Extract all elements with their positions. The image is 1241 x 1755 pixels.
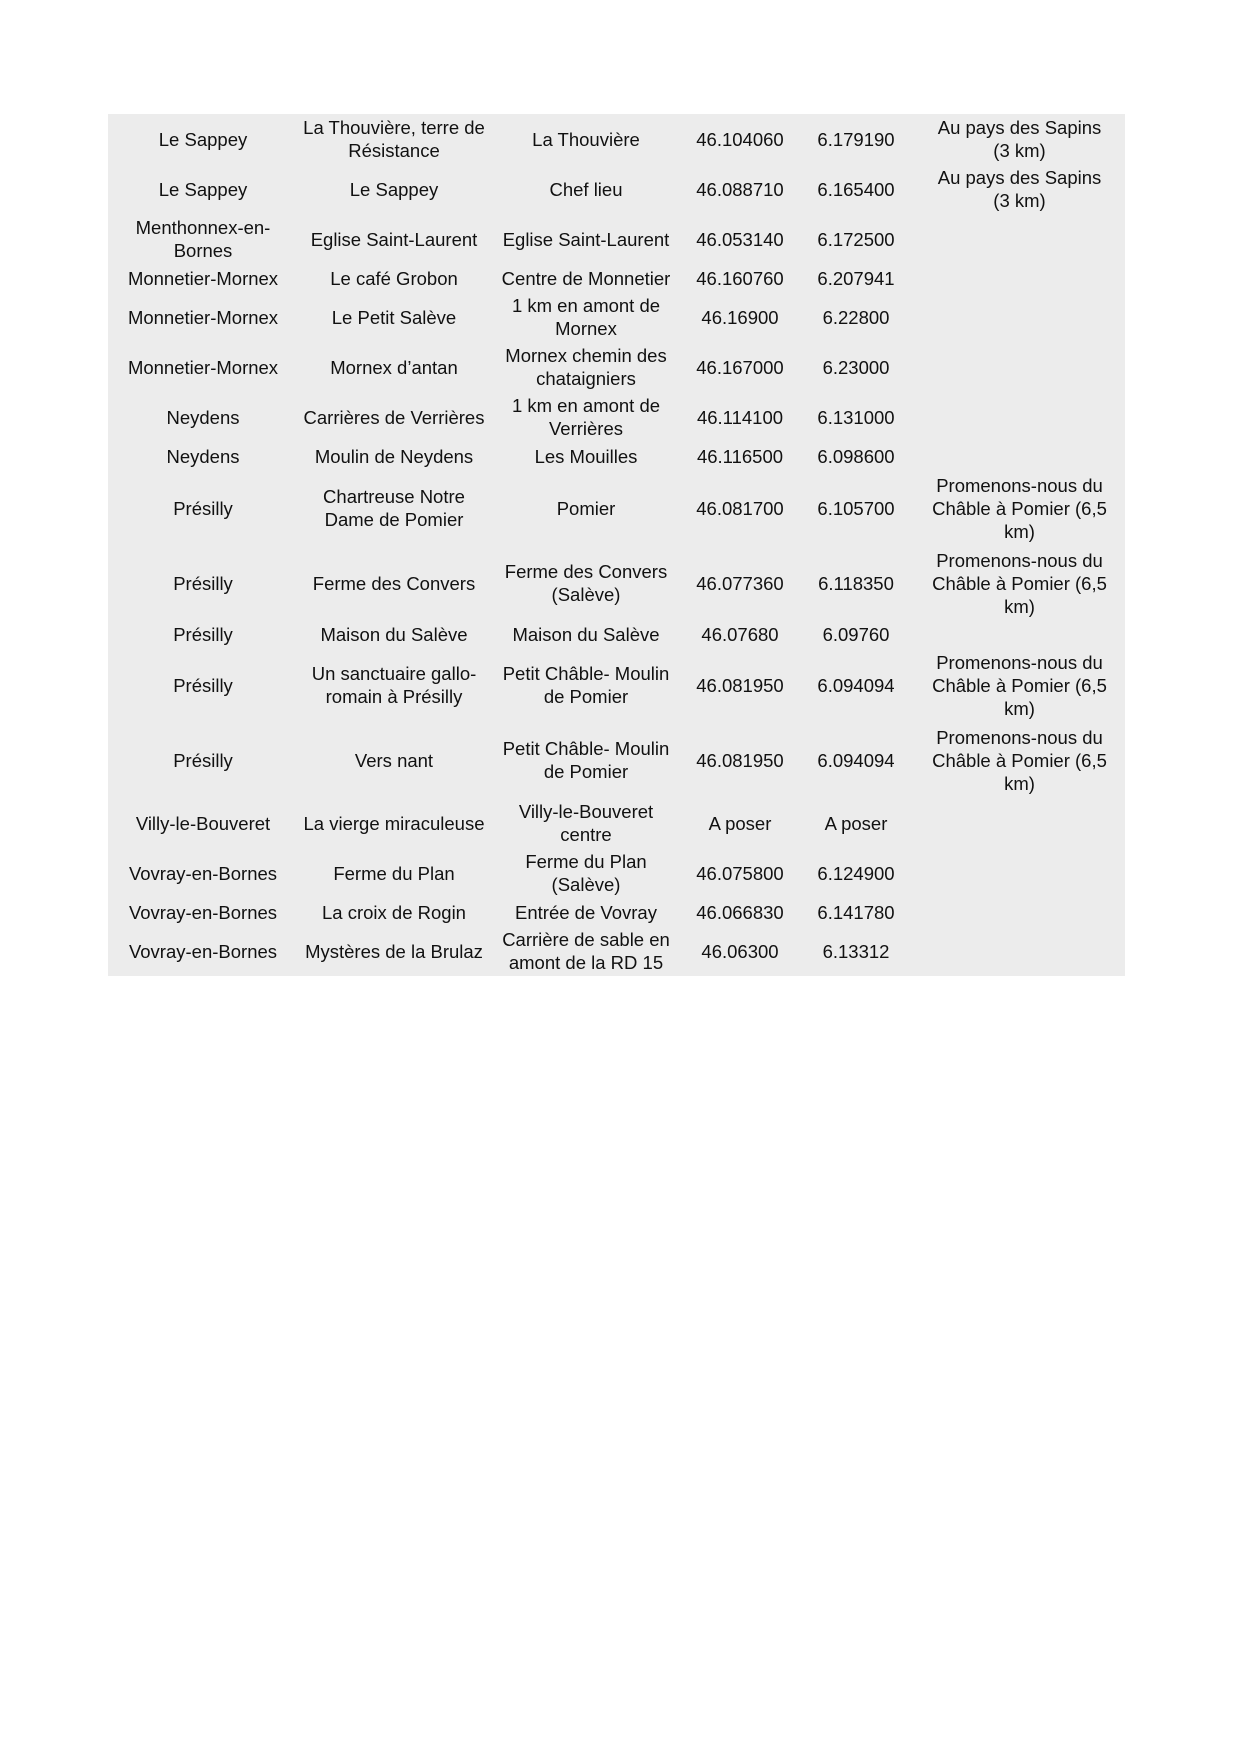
walk-cell xyxy=(914,926,1125,976)
latitude-cell: 46.07680 xyxy=(701,623,779,645)
commune-cell: Monnetier-Mornex xyxy=(127,356,279,378)
commune-cell: Vovray-en-Bornes xyxy=(128,901,278,923)
commune-cell: Menthonnex-en-Bornes xyxy=(135,217,271,261)
table-row xyxy=(108,898,1125,926)
table-row xyxy=(108,722,1125,798)
latitude-cell: A poser xyxy=(708,812,772,834)
longitude-cell: 6.23000 xyxy=(822,356,890,378)
longitude-cell: 6.118350 xyxy=(818,572,894,594)
walk-cell xyxy=(914,342,1125,392)
table-row xyxy=(108,546,1125,620)
latitude-cell: 46.06300 xyxy=(701,940,779,962)
walk-cell: Promenons-nous du Châble à Pomier (6,5 km) xyxy=(932,651,1107,719)
walk-cell: Promenons-nous du Châble à Pomier (6,5 km) xyxy=(932,726,1107,794)
title-cell: Maison du Salève xyxy=(320,623,468,645)
walk-cell xyxy=(914,442,1125,470)
latitude-cell: 46.075800 xyxy=(696,862,784,884)
title-cell: Vers nant xyxy=(354,749,434,771)
location-cell: Centre de Monnetier xyxy=(501,267,671,289)
title-cell: Chartreuse Notre Dame de Pomier xyxy=(323,486,465,530)
commune-cell: Présilly xyxy=(173,674,233,696)
table-row xyxy=(108,798,1125,848)
latitude-cell: 46.160760 xyxy=(696,267,784,289)
data-table xyxy=(108,114,1125,976)
longitude-cell: 6.165400 xyxy=(817,178,895,200)
walk-cell xyxy=(914,264,1125,292)
commune-cell: Villy-le-Bouveret xyxy=(135,812,271,834)
walk-cell: Au pays des Sapins (3 km) xyxy=(937,167,1102,211)
title-cell: Le café Grobon xyxy=(330,267,458,289)
table-row xyxy=(108,342,1125,392)
latitude-cell: 46.088710 xyxy=(696,178,784,200)
location-cell: Eglise Saint-Laurent xyxy=(502,228,670,250)
walk-cell: Promenons-nous du Châble à Pomier (6,5 km) xyxy=(932,474,1107,542)
table-row xyxy=(108,442,1125,470)
longitude-cell: A poser xyxy=(824,812,888,834)
latitude-cell: 46.114100 xyxy=(696,406,784,428)
table-row xyxy=(108,264,1125,292)
location-cell: Mornex chemin des chataigniers xyxy=(505,345,667,389)
title-cell: Le Sappey xyxy=(349,178,439,200)
longitude-cell: 6.179190 xyxy=(817,128,895,150)
table-row xyxy=(108,164,1125,214)
commune-cell: Neydens xyxy=(166,406,240,428)
latitude-cell: 46.077360 xyxy=(696,572,784,594)
location-cell: Villy-le-Bouveret centre xyxy=(518,801,654,845)
commune-cell: Le Sappey xyxy=(158,128,248,150)
longitude-cell: 6.13312 xyxy=(822,940,890,962)
location-cell: Petit Châble- Moulin de Pomier xyxy=(502,663,670,707)
table-row xyxy=(108,620,1125,648)
commune-cell: Présilly xyxy=(173,572,233,594)
commune-cell: Présilly xyxy=(173,623,233,645)
walk-cell: Au pays des Sapins (3 km) xyxy=(937,117,1102,161)
location-cell: Pomier xyxy=(556,497,616,519)
walk-cell xyxy=(914,848,1125,898)
location-cell: Les Mouilles xyxy=(534,445,638,467)
table-row xyxy=(108,926,1125,976)
longitude-cell: 6.207941 xyxy=(817,267,895,289)
table-row xyxy=(108,648,1125,722)
longitude-cell: 6.09760 xyxy=(822,623,890,645)
table-row xyxy=(108,292,1125,342)
walk-cell: Promenons-nous du Châble à Pomier (6,5 km) xyxy=(932,549,1107,617)
title-cell: Carrières de Verrières xyxy=(303,406,485,428)
latitude-cell: 46.167000 xyxy=(696,356,784,378)
title-cell: Ferme du Plan xyxy=(333,862,455,884)
title-cell: La Thouvière, terre de Résistance xyxy=(303,117,485,161)
latitude-cell: 46.116500 xyxy=(696,445,784,467)
longitude-cell: 6.105700 xyxy=(817,497,895,519)
walk-cell xyxy=(914,392,1125,442)
longitude-cell: 6.124900 xyxy=(817,862,895,884)
commune-cell: Présilly xyxy=(173,497,233,519)
location-cell: Ferme du Plan (Salève) xyxy=(525,851,647,895)
latitude-cell: 46.066830 xyxy=(696,901,784,923)
title-cell: Le Petit Salève xyxy=(331,306,457,328)
commune-cell: Vovray-en-Bornes xyxy=(128,940,278,962)
title-cell: La vierge miraculeuse xyxy=(303,812,485,834)
longitude-cell: 6.131000 xyxy=(817,406,895,428)
table-row xyxy=(108,470,1125,546)
title-cell: Mornex d’antan xyxy=(330,356,458,378)
walk-cell xyxy=(914,214,1125,264)
latitude-cell: 46.053140 xyxy=(696,228,784,250)
title-cell: Mystères de la Brulaz xyxy=(305,940,483,962)
longitude-cell: 6.094094 xyxy=(817,749,895,771)
walk-cell xyxy=(914,798,1125,848)
title-cell: Moulin de Neydens xyxy=(314,445,474,467)
data-table-container xyxy=(108,114,1125,976)
table-row xyxy=(108,392,1125,442)
table-row xyxy=(108,214,1125,264)
location-cell: Maison du Salève xyxy=(512,623,660,645)
commune-cell: Présilly xyxy=(173,749,233,771)
table-row xyxy=(108,114,1125,164)
commune-cell: Vovray-en-Bornes xyxy=(128,862,278,884)
table-body xyxy=(108,114,1125,976)
title-cell: Ferme des Convers xyxy=(312,572,476,594)
location-cell: Entrée de Vovray xyxy=(515,901,657,923)
walk-cell xyxy=(914,620,1125,648)
longitude-cell: 6.22800 xyxy=(822,306,890,328)
latitude-cell: 46.081950 xyxy=(696,749,784,771)
location-cell: 1 km en amont de Mornex xyxy=(511,295,661,339)
title-cell: La croix de Rogin xyxy=(322,901,466,923)
longitude-cell: 6.098600 xyxy=(817,445,895,467)
commune-cell: Neydens xyxy=(166,445,240,467)
location-cell: 1 km en amont de Verrières xyxy=(511,395,661,439)
walk-cell xyxy=(914,898,1125,926)
title-cell: Un sanctuaire gallo-romain à Présilly xyxy=(311,663,477,707)
commune-cell: Le Sappey xyxy=(158,178,248,200)
latitude-cell: 46.081700 xyxy=(696,497,784,519)
location-cell: Carrière de sable en amont de la RD 15 xyxy=(502,929,670,973)
table-row xyxy=(108,848,1125,898)
longitude-cell: 6.094094 xyxy=(817,674,895,696)
latitude-cell: 46.104060 xyxy=(696,128,784,150)
longitude-cell: 6.172500 xyxy=(817,228,895,250)
latitude-cell: 46.081950 xyxy=(696,674,784,696)
location-cell: Chef lieu xyxy=(549,178,623,200)
commune-cell: Monnetier-Mornex xyxy=(127,306,279,328)
title-cell: Eglise Saint-Laurent xyxy=(310,228,478,250)
walk-cell xyxy=(914,292,1125,342)
location-cell: Ferme des Convers (Salève) xyxy=(504,561,668,605)
longitude-cell: 6.141780 xyxy=(817,901,895,923)
latitude-cell: 46.16900 xyxy=(701,306,779,328)
location-cell: Petit Châble- Moulin de Pomier xyxy=(502,738,670,782)
commune-cell: Monnetier-Mornex xyxy=(127,267,279,289)
location-cell: La Thouvière xyxy=(532,128,640,150)
